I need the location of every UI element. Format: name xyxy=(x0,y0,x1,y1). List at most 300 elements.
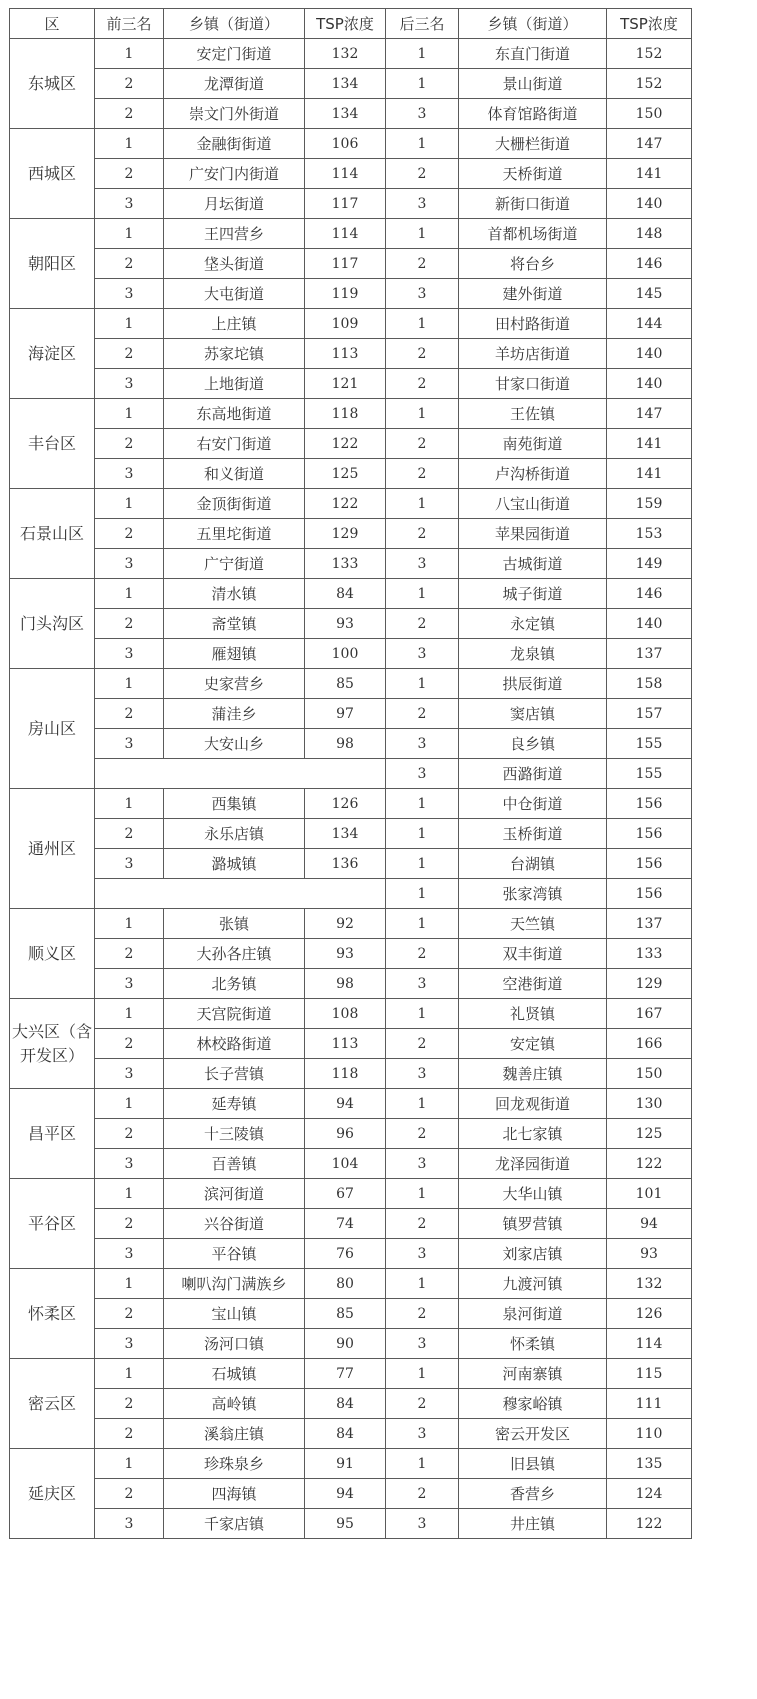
bottom-town-cell: 中仓街道 xyxy=(459,789,607,819)
bottom-town-cell: 镇罗营镇 xyxy=(459,1209,607,1239)
top-tsp-cell: 121 xyxy=(305,369,386,399)
bottom-rank-cell: 2 xyxy=(386,699,459,729)
bottom-rank-cell: 3 xyxy=(386,99,459,129)
bottom-town-cell: 香营乡 xyxy=(459,1479,607,1509)
top-tsp-cell: 134 xyxy=(305,69,386,99)
top-town-cell: 张镇 xyxy=(164,909,305,939)
tsp-ranking-table xyxy=(9,8,692,1539)
district-cell: 石景山区 xyxy=(10,489,95,579)
bottom-tsp-cell: 140 xyxy=(607,189,692,219)
bottom-tsp-cell: 122 xyxy=(607,1509,692,1539)
bottom-town-cell: 安定镇 xyxy=(459,1029,607,1059)
bottom-rank-cell: 1 xyxy=(386,309,459,339)
district-cell: 延庆区 xyxy=(10,1449,95,1539)
top-rank-cell: 3 xyxy=(95,729,164,759)
top-town-cell: 平谷镇 xyxy=(164,1239,305,1269)
bottom-tsp-cell: 153 xyxy=(607,519,692,549)
top-tsp-cell: 74 xyxy=(305,1209,386,1239)
top-tsp-cell: 133 xyxy=(305,549,386,579)
bottom-tsp-cell: 146 xyxy=(607,579,692,609)
table-row xyxy=(10,1149,692,1179)
top-rank-cell: 2 xyxy=(95,819,164,849)
top-rank-cell: 1 xyxy=(95,489,164,519)
bottom-tsp-cell: 94 xyxy=(607,1209,692,1239)
bottom-tsp-cell: 158 xyxy=(607,669,692,699)
header-bottom-rank: 后三名 xyxy=(386,9,459,39)
top-tsp-cell: 117 xyxy=(305,189,386,219)
top-rank-cell: 2 xyxy=(95,99,164,129)
top-rank-cell: 1 xyxy=(95,669,164,699)
bottom-rank-cell: 3 xyxy=(386,549,459,579)
top-tsp-cell: 119 xyxy=(305,279,386,309)
bottom-rank-cell: 1 xyxy=(386,849,459,879)
bottom-tsp-cell: 166 xyxy=(607,1029,692,1059)
top-tsp-cell: 98 xyxy=(305,969,386,999)
bottom-rank-cell: 3 xyxy=(386,969,459,999)
table-row xyxy=(10,579,692,609)
top-tsp-cell: 91 xyxy=(305,1449,386,1479)
top-tsp-cell: 118 xyxy=(305,1059,386,1089)
bottom-town-cell: 良乡镇 xyxy=(459,729,607,759)
bottom-town-cell: 张家湾镇 xyxy=(459,879,607,909)
top-rank-cell: 1 xyxy=(95,219,164,249)
bottom-town-cell: 羊坊店街道 xyxy=(459,339,607,369)
bottom-rank-cell: 1 xyxy=(386,579,459,609)
top-town-cell: 五里坨街道 xyxy=(164,519,305,549)
bottom-tsp-cell: 144 xyxy=(607,309,692,339)
top-rank-cell: 2 xyxy=(95,1479,164,1509)
top-rank-cell: 2 xyxy=(95,429,164,459)
table-row xyxy=(10,909,692,939)
table-row xyxy=(10,879,692,909)
top-rank-cell: 3 xyxy=(95,1059,164,1089)
bottom-rank-cell: 2 xyxy=(386,1389,459,1419)
table-row xyxy=(10,1329,692,1359)
bottom-town-cell: 刘家店镇 xyxy=(459,1239,607,1269)
top-tsp-cell: 114 xyxy=(305,159,386,189)
bottom-tsp-cell: 140 xyxy=(607,609,692,639)
district-cell: 海淀区 xyxy=(10,309,95,399)
top-tsp-cell: 117 xyxy=(305,249,386,279)
top-town-cell: 安定门街道 xyxy=(164,39,305,69)
bottom-town-cell: 首都机场街道 xyxy=(459,219,607,249)
bottom-town-cell: 大栅栏街道 xyxy=(459,129,607,159)
top-town-cell: 石城镇 xyxy=(164,1359,305,1389)
top-town-cell: 延寿镇 xyxy=(164,1089,305,1119)
bottom-town-cell: 礼贤镇 xyxy=(459,999,607,1029)
top-rank-cell: 1 xyxy=(95,1359,164,1389)
table-row xyxy=(10,549,692,579)
top-tsp-cell: 84 xyxy=(305,1389,386,1419)
bottom-tsp-cell: 156 xyxy=(607,819,692,849)
table-row xyxy=(10,39,692,69)
top-town-cell: 四海镇 xyxy=(164,1479,305,1509)
table-row xyxy=(10,369,692,399)
top-rank-cell: 3 xyxy=(95,369,164,399)
top-town-cell: 上庄镇 xyxy=(164,309,305,339)
top-rank-cell: 1 xyxy=(95,1449,164,1479)
top-rank-cell: 2 xyxy=(95,339,164,369)
district-cell: 怀柔区 xyxy=(10,1269,95,1359)
bottom-tsp-cell: 152 xyxy=(607,39,692,69)
top-tsp-cell: 106 xyxy=(305,129,386,159)
top-tsp-cell: 122 xyxy=(305,489,386,519)
table-row xyxy=(10,1059,692,1089)
top-tsp-cell: 126 xyxy=(305,789,386,819)
top-rank-cell: 2 xyxy=(95,1119,164,1149)
bottom-tsp-cell: 110 xyxy=(607,1419,692,1449)
header-top-town: 乡镇（街道） xyxy=(164,9,305,39)
top-tsp-cell: 84 xyxy=(305,579,386,609)
bottom-town-cell: 天竺镇 xyxy=(459,909,607,939)
table-row xyxy=(10,129,692,159)
bottom-rank-cell: 3 xyxy=(386,1149,459,1179)
bottom-town-cell: 苹果园街道 xyxy=(459,519,607,549)
bottom-rank-cell: 1 xyxy=(386,1359,459,1389)
bottom-rank-cell: 1 xyxy=(386,789,459,819)
top-rank-cell: 3 xyxy=(95,1329,164,1359)
bottom-rank-cell: 3 xyxy=(386,729,459,759)
table-row xyxy=(10,1479,692,1509)
bottom-rank-cell: 1 xyxy=(386,219,459,249)
top-rank-cell: 3 xyxy=(95,969,164,999)
bottom-town-cell: 大华山镇 xyxy=(459,1179,607,1209)
top-rank-cell: 1 xyxy=(95,1269,164,1299)
top-town-cell: 上地街道 xyxy=(164,369,305,399)
top-tsp-cell: 118 xyxy=(305,399,386,429)
top-rank-cell: 2 xyxy=(95,69,164,99)
top-rank-cell: 3 xyxy=(95,1509,164,1539)
bottom-rank-cell: 3 xyxy=(386,1059,459,1089)
header-top-tsp: TSP浓度 xyxy=(305,9,386,39)
bottom-tsp-cell: 124 xyxy=(607,1479,692,1509)
bottom-rank-cell: 2 xyxy=(386,459,459,489)
top-town-cell: 金顶街街道 xyxy=(164,489,305,519)
top-town-cell: 史家营乡 xyxy=(164,669,305,699)
top-tsp-cell: 76 xyxy=(305,1239,386,1269)
bottom-tsp-cell: 111 xyxy=(607,1389,692,1419)
bottom-town-cell: 怀柔镇 xyxy=(459,1329,607,1359)
top-tsp-cell: 134 xyxy=(305,99,386,129)
table-row xyxy=(10,1029,692,1059)
bottom-town-cell: 天桥街道 xyxy=(459,159,607,189)
bottom-tsp-cell: 133 xyxy=(607,939,692,969)
top-tsp-cell: 94 xyxy=(305,1479,386,1509)
bottom-town-cell: 回龙观街道 xyxy=(459,1089,607,1119)
bottom-rank-cell: 1 xyxy=(386,819,459,849)
bottom-town-cell: 田村路街道 xyxy=(459,309,607,339)
top-tsp-cell: 113 xyxy=(305,1029,386,1059)
top-tsp-cell: 108 xyxy=(305,999,386,1029)
bottom-tsp-cell: 156 xyxy=(607,849,692,879)
bottom-rank-cell: 1 xyxy=(386,489,459,519)
top-tsp-cell: 67 xyxy=(305,1179,386,1209)
bottom-town-cell: 九渡河镇 xyxy=(459,1269,607,1299)
top-town-cell: 清水镇 xyxy=(164,579,305,609)
top-town-cell: 金融街街道 xyxy=(164,129,305,159)
top-rank-cell: 3 xyxy=(95,639,164,669)
top-rank-cell: 1 xyxy=(95,789,164,819)
bottom-rank-cell: 1 xyxy=(386,399,459,429)
top-town-cell: 广宁街道 xyxy=(164,549,305,579)
bottom-rank-cell: 2 xyxy=(386,369,459,399)
top-tsp-cell: 100 xyxy=(305,639,386,669)
top-rank-cell: 3 xyxy=(95,549,164,579)
table-row xyxy=(10,699,692,729)
top-tsp-cell: 85 xyxy=(305,1299,386,1329)
table-row xyxy=(10,939,692,969)
top-tsp-cell: 136 xyxy=(305,849,386,879)
top-town-cell: 兴谷街道 xyxy=(164,1209,305,1239)
bottom-tsp-cell: 155 xyxy=(607,729,692,759)
top-town-cell: 苏家坨镇 xyxy=(164,339,305,369)
bottom-town-cell: 建外街道 xyxy=(459,279,607,309)
bottom-tsp-cell: 122 xyxy=(607,1149,692,1179)
bottom-tsp-cell: 141 xyxy=(607,459,692,489)
top-town-cell: 斋堂镇 xyxy=(164,609,305,639)
table-row xyxy=(10,1389,692,1419)
table-row xyxy=(10,1119,692,1149)
bottom-town-cell: 龙泉镇 xyxy=(459,639,607,669)
top-tsp-cell: 98 xyxy=(305,729,386,759)
top-town-cell: 龙潭街道 xyxy=(164,69,305,99)
bottom-town-cell: 永定镇 xyxy=(459,609,607,639)
table-row xyxy=(10,1239,692,1269)
bottom-town-cell: 八宝山街道 xyxy=(459,489,607,519)
bottom-tsp-cell: 157 xyxy=(607,699,692,729)
bottom-town-cell: 窦店镇 xyxy=(459,699,607,729)
bottom-rank-cell: 2 xyxy=(386,519,459,549)
bottom-tsp-cell: 167 xyxy=(607,999,692,1029)
bottom-tsp-cell: 145 xyxy=(607,279,692,309)
bottom-tsp-cell: 132 xyxy=(607,1269,692,1299)
bottom-rank-cell: 3 xyxy=(386,1509,459,1539)
bottom-town-cell: 将台乡 xyxy=(459,249,607,279)
top-tsp-cell: 129 xyxy=(305,519,386,549)
top-rank-cell: 3 xyxy=(95,849,164,879)
top-town-cell: 西集镇 xyxy=(164,789,305,819)
top-town-cell: 垡头街道 xyxy=(164,249,305,279)
bottom-tsp-cell: 152 xyxy=(607,69,692,99)
bottom-tsp-cell: 146 xyxy=(607,249,692,279)
table-row xyxy=(10,819,692,849)
district-cell: 通州区 xyxy=(10,789,95,909)
top-town-cell: 北务镇 xyxy=(164,969,305,999)
district-cell: 门头沟区 xyxy=(10,579,95,669)
bottom-rank-cell: 2 xyxy=(386,249,459,279)
bottom-tsp-cell: 150 xyxy=(607,99,692,129)
top-rank-cell: 2 xyxy=(95,699,164,729)
bottom-rank-cell: 2 xyxy=(386,1299,459,1329)
top-rank-cell: 1 xyxy=(95,999,164,1029)
bottom-rank-cell: 2 xyxy=(386,339,459,369)
table-row xyxy=(10,219,692,249)
district-cell: 大兴区（含开发区） xyxy=(10,999,95,1089)
bottom-rank-cell: 3 xyxy=(386,1239,459,1269)
top-town-cell: 大安山乡 xyxy=(164,729,305,759)
table-row xyxy=(10,609,692,639)
bottom-rank-cell: 1 xyxy=(386,1269,459,1299)
bottom-town-cell: 城子街道 xyxy=(459,579,607,609)
bottom-tsp-cell: 140 xyxy=(607,339,692,369)
top-rank-cell: 2 xyxy=(95,1029,164,1059)
top-tsp-cell: 94 xyxy=(305,1089,386,1119)
top-tsp-cell: 95 xyxy=(305,1509,386,1539)
district-cell: 密云区 xyxy=(10,1359,95,1449)
bottom-rank-cell: 1 xyxy=(386,1089,459,1119)
bottom-town-cell: 空港街道 xyxy=(459,969,607,999)
bottom-rank-cell: 2 xyxy=(386,429,459,459)
bottom-rank-cell: 3 xyxy=(386,639,459,669)
bottom-tsp-cell: 156 xyxy=(607,789,692,819)
bottom-rank-cell: 1 xyxy=(386,909,459,939)
top-rank-cell: 1 xyxy=(95,909,164,939)
top-tsp-cell: 90 xyxy=(305,1329,386,1359)
top-tsp-cell: 93 xyxy=(305,939,386,969)
table-row xyxy=(10,669,692,699)
top-rank-cell: 2 xyxy=(95,1209,164,1239)
district-cell: 顺义区 xyxy=(10,909,95,999)
bottom-rank-cell: 3 xyxy=(386,189,459,219)
top-town-cell: 宝山镇 xyxy=(164,1299,305,1329)
top-rank-cell: 3 xyxy=(95,1149,164,1179)
top-rank-cell: 1 xyxy=(95,1089,164,1119)
top-tsp-cell: 85 xyxy=(305,669,386,699)
top-town-cell: 天宫院街道 xyxy=(164,999,305,1029)
header-district: 区 xyxy=(10,9,95,39)
table-row xyxy=(10,159,692,189)
top-rank-cell: 2 xyxy=(95,1419,164,1449)
top-town-cell: 长子营镇 xyxy=(164,1059,305,1089)
top-town-cell: 汤河口镇 xyxy=(164,1329,305,1359)
top-tsp-cell: 109 xyxy=(305,309,386,339)
table-row xyxy=(10,1359,692,1389)
top-rank-cell: 2 xyxy=(95,159,164,189)
table-row xyxy=(10,849,692,879)
bottom-tsp-cell: 141 xyxy=(607,159,692,189)
header-top-rank: 前三名 xyxy=(95,9,164,39)
table-row xyxy=(10,519,692,549)
table-row xyxy=(10,1089,692,1119)
bottom-tsp-cell: 155 xyxy=(607,759,692,789)
district-cell: 东城区 xyxy=(10,39,95,129)
top-tsp-cell: 92 xyxy=(305,909,386,939)
table-row xyxy=(10,729,692,759)
top-rank-cell: 3 xyxy=(95,279,164,309)
bottom-town-cell: 井庄镇 xyxy=(459,1509,607,1539)
top-rank-cell: 1 xyxy=(95,129,164,159)
header-row xyxy=(10,9,692,39)
bottom-tsp-cell: 159 xyxy=(607,489,692,519)
top-town-cell: 潞城镇 xyxy=(164,849,305,879)
top-rank-cell: 2 xyxy=(95,1389,164,1419)
blank-cell xyxy=(95,759,386,789)
table-row xyxy=(10,189,692,219)
top-town-cell: 蒲洼乡 xyxy=(164,699,305,729)
top-rank-cell: 3 xyxy=(95,189,164,219)
bottom-tsp-cell: 114 xyxy=(607,1329,692,1359)
top-rank-cell: 2 xyxy=(95,1299,164,1329)
bottom-town-cell: 体育馆路街道 xyxy=(459,99,607,129)
district-cell: 丰台区 xyxy=(10,399,95,489)
table-row xyxy=(10,429,692,459)
bottom-town-cell: 甘家口街道 xyxy=(459,369,607,399)
top-tsp-cell: 114 xyxy=(305,219,386,249)
top-town-cell: 广安门内街道 xyxy=(164,159,305,189)
table-row xyxy=(10,1299,692,1329)
bottom-rank-cell: 1 xyxy=(386,1449,459,1479)
top-town-cell: 永乐店镇 xyxy=(164,819,305,849)
bottom-town-cell: 龙泽园街道 xyxy=(459,1149,607,1179)
table-row xyxy=(10,249,692,279)
table-body xyxy=(10,39,692,1539)
top-tsp-cell: 93 xyxy=(305,609,386,639)
bottom-tsp-cell: 147 xyxy=(607,399,692,429)
bottom-tsp-cell: 150 xyxy=(607,1059,692,1089)
bottom-town-cell: 古城街道 xyxy=(459,549,607,579)
top-tsp-cell: 134 xyxy=(305,819,386,849)
table-row xyxy=(10,999,692,1029)
bottom-town-cell: 王佐镇 xyxy=(459,399,607,429)
bottom-town-cell: 泉河街道 xyxy=(459,1299,607,1329)
bottom-rank-cell: 2 xyxy=(386,939,459,969)
table-row xyxy=(10,309,692,339)
district-cell: 西城区 xyxy=(10,129,95,219)
table-row xyxy=(10,789,692,819)
bottom-tsp-cell: 101 xyxy=(607,1179,692,1209)
top-tsp-cell: 125 xyxy=(305,459,386,489)
district-cell: 平谷区 xyxy=(10,1179,95,1269)
bottom-tsp-cell: 93 xyxy=(607,1239,692,1269)
bottom-tsp-cell: 137 xyxy=(607,909,692,939)
bottom-town-cell: 旧县镇 xyxy=(459,1449,607,1479)
top-town-cell: 滨河街道 xyxy=(164,1179,305,1209)
bottom-town-cell: 双丰街道 xyxy=(459,939,607,969)
table-row xyxy=(10,99,692,129)
top-town-cell: 溪翁庄镇 xyxy=(164,1419,305,1449)
top-tsp-cell: 132 xyxy=(305,39,386,69)
table-row xyxy=(10,1509,692,1539)
bottom-tsp-cell: 141 xyxy=(607,429,692,459)
bottom-town-cell: 新街口街道 xyxy=(459,189,607,219)
bottom-rank-cell: 2 xyxy=(386,1029,459,1059)
top-town-cell: 百善镇 xyxy=(164,1149,305,1179)
bottom-rank-cell: 2 xyxy=(386,609,459,639)
table-row xyxy=(10,1449,692,1479)
bottom-town-cell: 玉桥街道 xyxy=(459,819,607,849)
bottom-rank-cell: 1 xyxy=(386,39,459,69)
bottom-rank-cell: 3 xyxy=(386,1419,459,1449)
bottom-town-cell: 景山街道 xyxy=(459,69,607,99)
table-row xyxy=(10,489,692,519)
top-rank-cell: 2 xyxy=(95,609,164,639)
bottom-rank-cell: 1 xyxy=(386,999,459,1029)
top-town-cell: 十三陵镇 xyxy=(164,1119,305,1149)
top-rank-cell: 1 xyxy=(95,309,164,339)
top-rank-cell: 3 xyxy=(95,1239,164,1269)
top-town-cell: 月坛街道 xyxy=(164,189,305,219)
table-row xyxy=(10,399,692,429)
bottom-tsp-cell: 148 xyxy=(607,219,692,249)
top-tsp-cell: 84 xyxy=(305,1419,386,1449)
bottom-rank-cell: 3 xyxy=(386,1329,459,1359)
bottom-town-cell: 密云开发区 xyxy=(459,1419,607,1449)
bottom-tsp-cell: 140 xyxy=(607,369,692,399)
blank-cell xyxy=(95,879,386,909)
bottom-tsp-cell: 115 xyxy=(607,1359,692,1389)
top-rank-cell: 3 xyxy=(95,459,164,489)
bottom-rank-cell: 1 xyxy=(386,129,459,159)
